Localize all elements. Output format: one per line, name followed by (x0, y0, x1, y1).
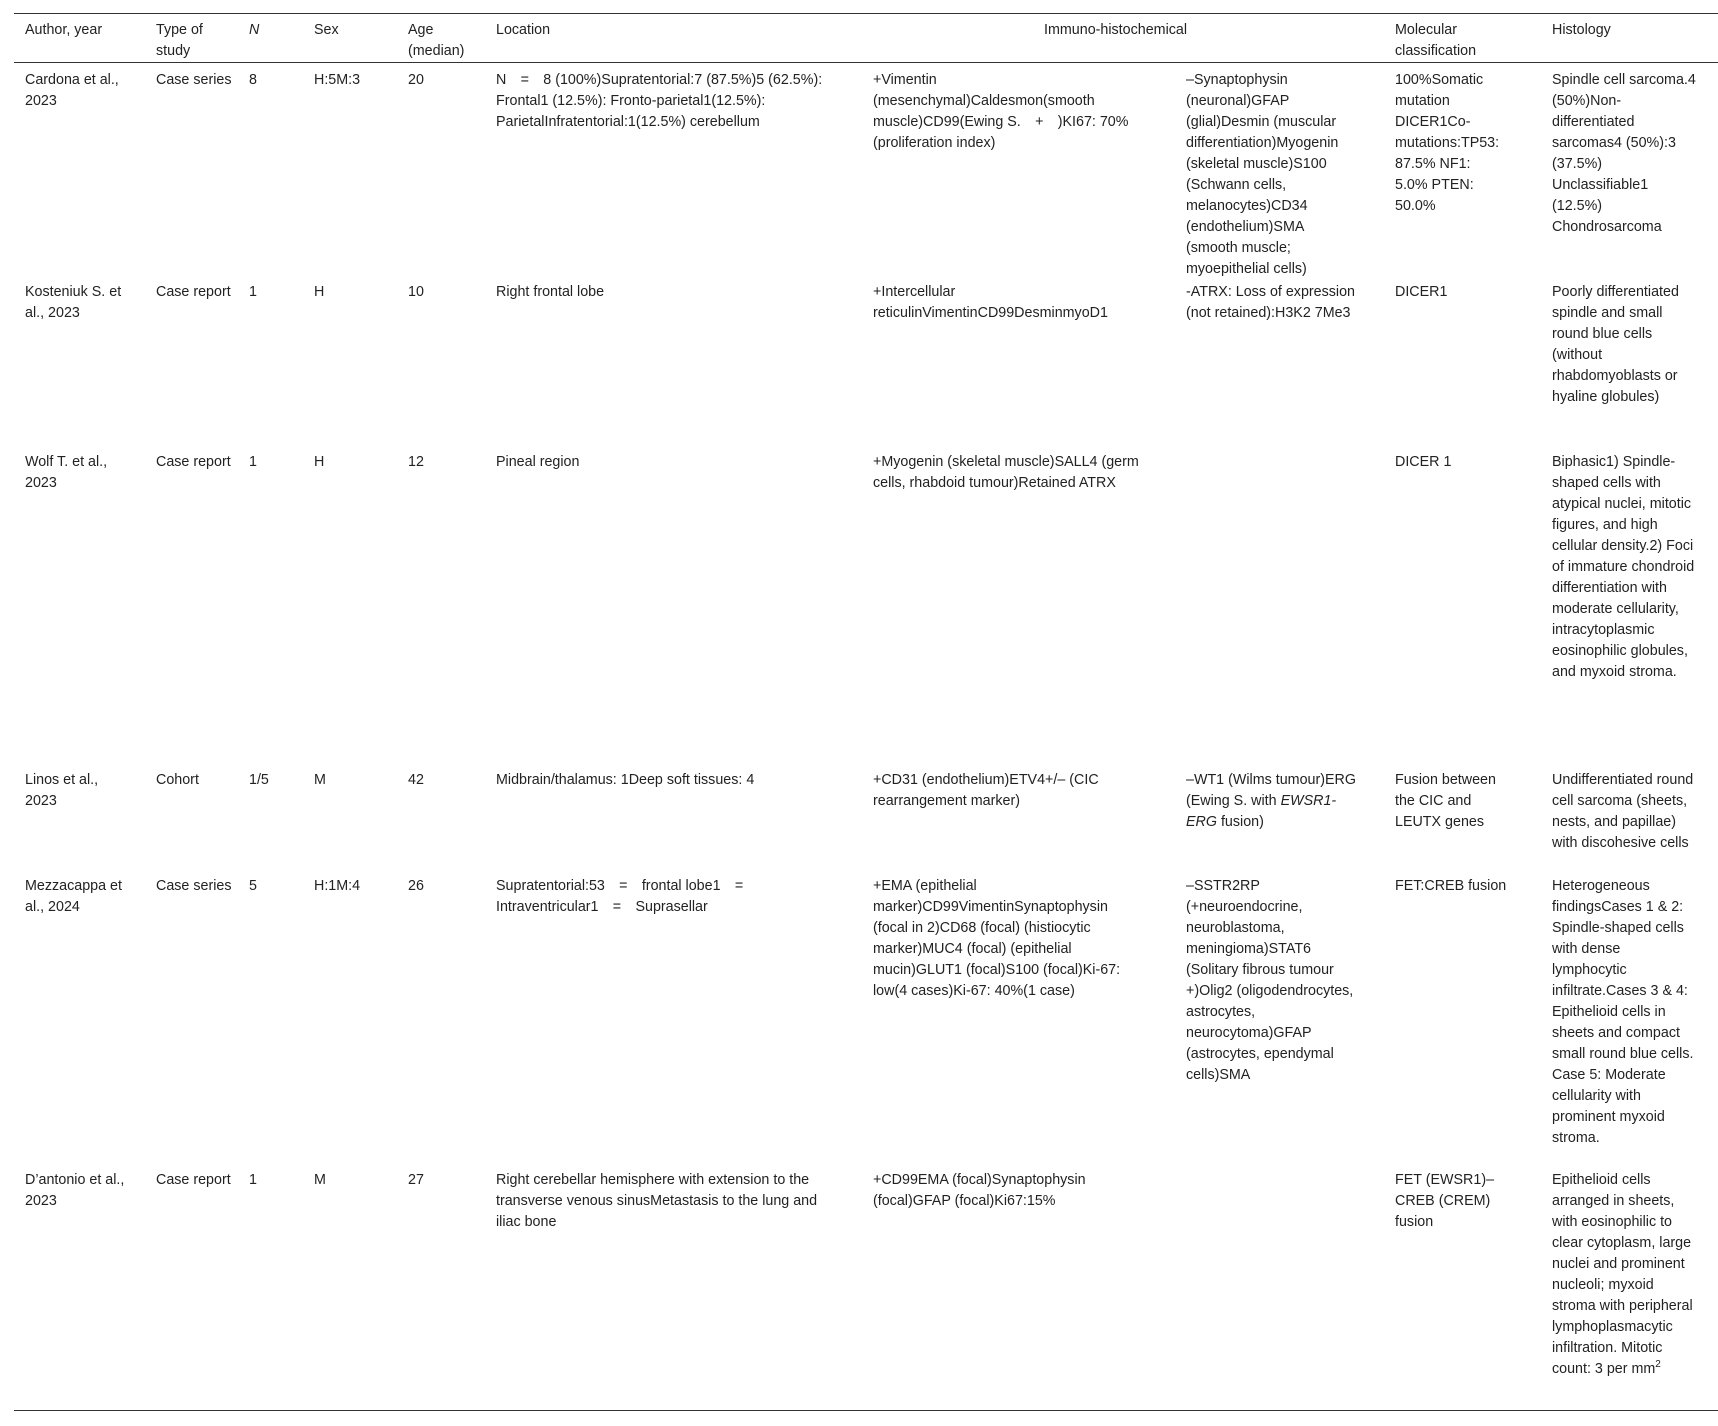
cell-author: Kosteniuk S. et al., 2023 (25, 284, 122, 321)
cell-location: Supratentorial:53 = frontal lobe1 = Intraventricular1 = Suprasellar (496, 878, 758, 915)
header-type: Type of study (156, 22, 203, 59)
cell-ihc-negative: –SSTR2RP (+neuroendocrine, neuroblastoma, meningioma)STAT6 (Solitary fibrous tumour +)Olig2 (oligodendrocytes, astrocytes, neurocytoma)GFAP (astrocytes, ependymal cells)SMA (1186, 878, 1354, 1083)
cell-histology: Heterogeneous findingsCases 1 & 2: Spindle-shaped cells with dense lymphocytic infiltrate.Cases 3 & 4: Epithelioid cells in sheets and compact small round blue cells. Case 5: Moderate cellularity with prominent myxoid stroma. (1552, 878, 1694, 1146)
cell-molecular: 100%Somatic mutation DICER1Co-mutations:TP53: 87.5% NF1: 5.0% PTEN: 50.0% (1395, 72, 1500, 214)
cell-n: 1 (249, 284, 257, 300)
header-rule (14, 62, 1718, 63)
cell-sex: H (314, 284, 325, 300)
fusion-gene-italic: EWSR1-ERG (1186, 793, 1337, 830)
cell-type: Case report (156, 284, 231, 300)
cell-n: 1 (249, 1172, 257, 1188)
cell-sex: H:5M:3 (314, 72, 361, 88)
cell-molecular: DICER1 (1395, 284, 1448, 300)
cell-type: Cohort (156, 772, 199, 788)
cell-n: 1/5 (249, 772, 269, 788)
cell-histology: Spindle cell sarcoma.4 (50%)Non-differentiated sarcomas4 (50%):3 (37.5%) Unclassifiable1 (12.5%) Chondrosarcoma (1552, 72, 1696, 235)
cell-ihc-negative: -ATRX: Loss of expression (not retained):H3K2 7Me3 (1186, 284, 1355, 321)
cell-author: D’antonio et al., 2023 (25, 1172, 125, 1209)
header-molecular: Molecular classification (1395, 22, 1477, 59)
cell-n: 5 (249, 878, 257, 894)
cell-sex: H:1M:4 (314, 878, 361, 894)
cell-age: 12 (408, 454, 424, 470)
cell-author: Linos et al., 2023 (25, 772, 99, 809)
cell-age: 20 (408, 72, 424, 88)
cell-age: 42 (408, 772, 424, 788)
cell-n: 8 (249, 72, 257, 88)
cell-type: Case series (156, 72, 232, 88)
cell-type: Case series (156, 878, 232, 894)
cell-ihc-negative: –Synaptophysin (neuronal)GFAP (glial)Desmin (muscular differentiation)Myogenin (skeletal muscle)S100 (Schwann cells, melanocytes)CD34 (endothelium)SMA (smooth muscle; myoepithelial cells) (1186, 72, 1339, 277)
cell-location: Midbrain/thalamus: 1Deep soft tissues: 4 (496, 772, 755, 788)
cell-ihc-positive: +Intercellular reticulinVimentinCD99DesminmyoD1 (873, 284, 1108, 321)
ihc-negative-suffix: fusion) (1216, 814, 1264, 830)
cell-histology: Poorly differentiated spindle and small round blue cells (without rhabdomyoblasts or hyaline globules) (1552, 284, 1679, 405)
header-histology: Histology (1552, 22, 1611, 38)
cell-histology: Biphasic1) Spindle-shaped cells with atypical nuclei, mitotic figures, and high cellular density.2) Foci of immature chondroid differentiation with moderate cellularity, intracytoplasmic eosinophilic globules, and myxoid stroma. (1552, 454, 1695, 680)
cell-sex: M (314, 1172, 326, 1188)
cell-molecular: FET:CREB fusion (1395, 878, 1507, 894)
cell-location: Right cerebellar hemisphere with extension to the transverse venous sinusMetastasis to the lung and iliac bone (496, 1172, 818, 1230)
cell-molecular: DICER 1 (1395, 454, 1452, 470)
header-location: Location (496, 22, 551, 38)
cell-histology (1552, 1170, 1698, 1380)
cell-sex: H (314, 454, 325, 470)
cell-n: 1 (249, 454, 257, 470)
cell-author: Wolf T. et al., 2023 (25, 454, 108, 491)
cell-type: Case report (156, 1172, 231, 1188)
cell-age: 10 (408, 284, 424, 300)
cell-location: Pineal region (496, 454, 580, 470)
cell-histology: Undifferentiated round cell sarcoma (sheets, nests, and papillae) with discohesive cells (1552, 772, 1694, 851)
cell-age: 27 (408, 1172, 424, 1188)
cell-ihc-negative (1186, 770, 1356, 833)
header-n: N (249, 22, 260, 38)
cell-author: Cardona et al., 2023 (25, 72, 119, 109)
cell-ihc-positive: +Myogenin (skeletal muscle)SALL4 (germ cells, rhabdoid tumour)Retained ATRX (873, 454, 1139, 491)
histology-text: Epithelioid cells arranged in sheets, with eosinophilic to clear cytoplasm, large nuclei and prominent nucleoli; myxoid stroma with peripheral lymphoplasmacytic infiltration. Mitotic count: 3 per mm (1552, 1172, 1693, 1377)
header-sex: Sex (314, 22, 339, 38)
header-author: Author, year (25, 22, 103, 38)
header-age: Age (median) (408, 22, 465, 59)
cell-ihc-positive: +CD31 (endothelium)ETV4+/– (CIC rearrangement marker) (873, 772, 1099, 809)
cell-type: Case report (156, 454, 231, 470)
cell-ihc-positive: +Vimentin (mesenchymal)Caldesmon(smooth muscle)CD99(Ewing S. + )KI67: 70%(proliferation index) (873, 72, 1129, 151)
table-bottom-rule (14, 1410, 1718, 1411)
cell-age: 26 (408, 878, 424, 894)
superscript: 2 (1655, 1359, 1661, 1371)
cell-ihc-positive: +EMA (epithelial marker)CD99VimentinSynaptophysin (focal in 2)CD68 (focal) (histiocytic marker)MUC4 (focal) (epithelial mucin)GLUT1 (focal)S100 (focal)Ki-67: low(4 cases)Ki-67: 40%(1 case) (873, 878, 1121, 999)
cell-location: Right frontal lobe (496, 284, 605, 300)
cell-molecular: FET (EWSR1)–CREB (CREM) fusion (1395, 1172, 1495, 1230)
table-top-rule (14, 13, 1718, 14)
header-ihc: Immuno-histochemical (1044, 22, 1188, 38)
cell-location: N = 8 (100%)Supratentorial:7 (87.5%)5 (62.5%): Frontal1 (12.5%): Fronto-parietal1(12.5%): ParietalInfratentorial:1(12.5%) cerebellum (496, 72, 823, 130)
cell-ihc-positive: +CD99EMA (focal)Synaptophysin (focal)GFAP (focal)Ki67:15% (873, 1172, 1086, 1209)
cell-sex: M (314, 772, 326, 788)
cell-molecular: Fusion between the CIC and LEUTX genes (1395, 772, 1496, 830)
ihc-negative-text: –WT1 (Wilms tumour)ERG (Ewing S. with (1186, 772, 1356, 809)
cell-author: Mezzacappa et al., 2024 (25, 878, 122, 915)
